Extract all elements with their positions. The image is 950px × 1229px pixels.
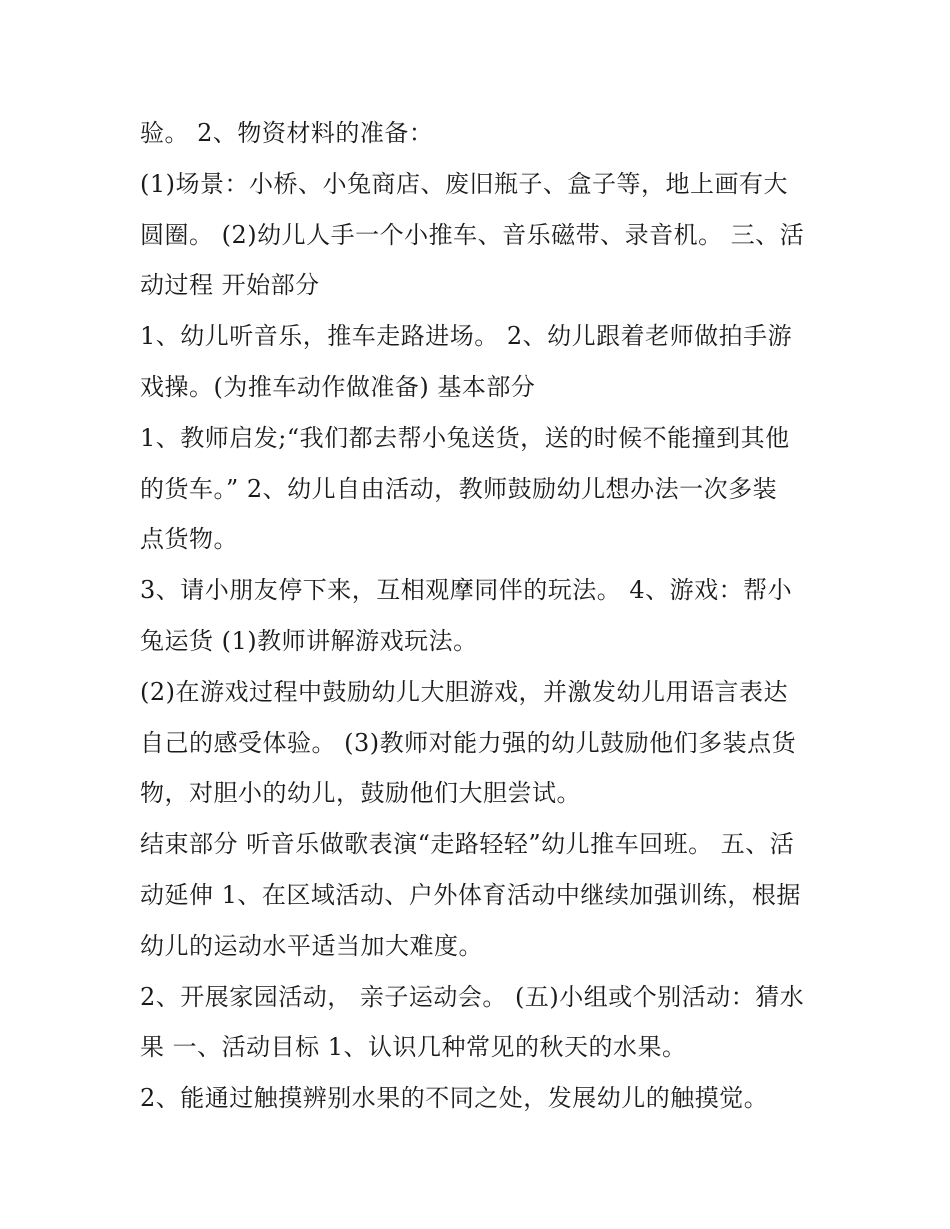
- paragraph-7: [140, 819, 812, 971]
- text-line: 果 一、活动目标 1、认识几种常见的秋天的水果。: [140, 1033, 687, 1062]
- text-line: 兔运货 (1)教师讲解游戏玩法。: [140, 626, 478, 655]
- text-line: 验。 2、物资材料的准备：: [140, 119, 434, 147]
- paragraph-9: [140, 1073, 812, 1124]
- document-body: [140, 108, 812, 1124]
- paragraph-8: [140, 972, 812, 1074]
- text-line: (1)场景：小桥、小兔商店、废旧瓶子、盒子等，地上画有大: [140, 169, 788, 198]
- text-line: 点货物。: [140, 525, 238, 554]
- text-line: 幼儿的运动水平适当加大难度。: [140, 931, 483, 960]
- text-line: 动延伸 1、在区域活动、户外体育活动中继续加强训练，根据: [140, 880, 801, 909]
- paragraph-2: [140, 159, 812, 311]
- text-line: 1、教师启发;“我们都去帮小兔送货，送的时候不能撞到其他: [140, 423, 790, 452]
- paragraph-1: [140, 108, 812, 159]
- paragraph-3: [140, 311, 812, 413]
- text-line: 自己的感受体验。 (3)教师对能力强的幼儿鼓励他们多装点货: [140, 728, 797, 757]
- paragraph-5: [140, 565, 812, 667]
- text-line: 3、请小朋友停下来，互相观摩同伴的玩法。 4、游戏：帮小: [140, 576, 793, 605]
- paragraph-4: [140, 413, 812, 565]
- text-line: 动过程 开始部分: [140, 271, 320, 300]
- text-line: 的货车。” 2、幼儿自由活动，教师鼓励幼儿想办法一次多装: [140, 474, 778, 503]
- paragraph-6: [140, 667, 812, 819]
- text-line: 1、幼儿听音乐，推车走路进场。 2、幼儿跟着老师做拍手游: [140, 322, 793, 351]
- text-line: (2)在游戏过程中鼓励幼儿大胆游戏，并激发幼儿用语言表达: [140, 677, 788, 706]
- text-line: 2、开展家园活动， 亲子运动会。 (五)小组或个别活动：猜水: [140, 982, 805, 1011]
- text-line: 2、能通过触摸辨别水果的不同之处，发展幼儿的触摸觉。: [140, 1084, 769, 1113]
- text-line: 结束部分 听音乐做歌表演“走路轻轻”幼儿推车回班。 五、活: [140, 830, 795, 859]
- text-line: 戏操。(为推车动作做准备) 基本部分: [140, 372, 536, 401]
- text-line: 圆圈。 (2)幼儿人手一个小推车、音乐磁带、录音机。 三、活: [140, 220, 805, 249]
- text-line: 物，对胆小的幼儿，鼓励他们大胆尝试。: [140, 779, 581, 808]
